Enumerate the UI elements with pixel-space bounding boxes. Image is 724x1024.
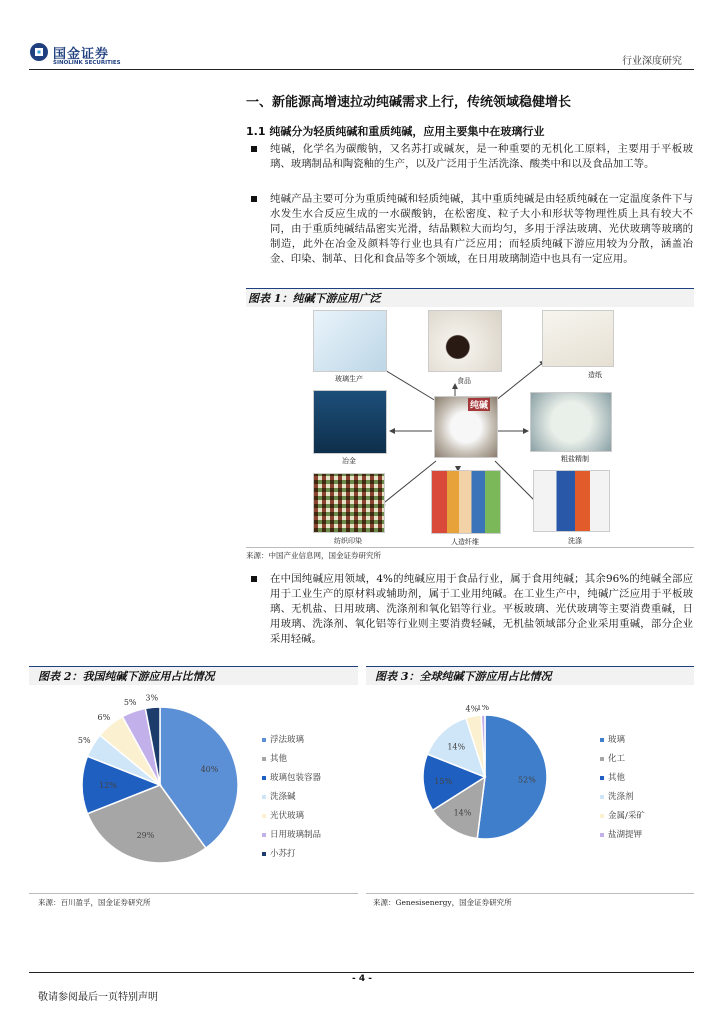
figure1-title: 图表 1：纯碱下游应用广泛 <box>248 292 381 305</box>
legend-label: 其他 <box>608 773 626 783</box>
legend-label: 玻璃 <box>608 735 626 745</box>
header-divider <box>29 69 694 70</box>
legend-label: 金属/采矿 <box>608 811 645 821</box>
pie-data-label-2-1: 29% <box>136 830 155 840</box>
pie-slice-3-0 <box>477 715 547 839</box>
synthetic-fiber-photo <box>431 470 501 534</box>
legend-swatch <box>262 833 266 837</box>
bullet-icon <box>251 576 257 582</box>
pie-data-label-2-4: 6% <box>97 713 111 723</box>
section-title: 一、新能源高增速拉动纯碱需求上行，传统领域稳健增长 <box>246 95 572 110</box>
sinolink-logo-icon <box>29 42 49 62</box>
footer-disclaimer-note: 敬请参阅最后一页特别声明 <box>38 992 158 1003</box>
figure3-source: 来源：Genesisenergy，国金证券研究所 <box>373 898 512 907</box>
pie-data-label-2-6: 3% <box>145 693 159 703</box>
bullet-icon <box>251 146 257 152</box>
legend-item-3-3 <box>600 790 645 802</box>
figure2-source-divider <box>29 893 358 894</box>
legend-item-2-3 <box>262 790 321 802</box>
legend-swatch <box>600 795 604 799</box>
paragraph-1: 纯碱，化学名为碳酸钠，又名苏打或碱灰，是一种重要的无机化工原料，主要用于平板玻璃、玻璃制品和陶瓷釉的生产，以及广泛用于生活洗涤、酸类中和以及食品加工等。 <box>270 143 693 170</box>
detergent-photo <box>533 470 610 532</box>
caption-detergent: 洗涤 <box>568 537 582 545</box>
legend-label: 光伏玻璃 <box>270 811 305 821</box>
figure1-source-divider <box>246 547 694 548</box>
legend-item-3-1 <box>600 752 645 764</box>
figure2-source: 来源：百川盈孚，国金证券研究所 <box>38 898 151 907</box>
caption-paper: 造纸 <box>588 371 602 379</box>
pie-data-label-3-0: 52% <box>518 775 536 785</box>
pie-data-label-3-2: 15% <box>434 776 453 786</box>
legend-item-3-5 <box>600 828 645 840</box>
legend-item-3-0 <box>600 733 645 745</box>
legend-swatch <box>600 738 604 742</box>
subsection-title: 1.1 纯碱分为轻质纯碱和重质纯碱，应用主要集中在玻璃行业 <box>246 125 545 138</box>
footer-divider <box>29 972 694 973</box>
page-number: - 4 - <box>352 974 372 984</box>
legend-label: 洗涤剂 <box>608 792 634 802</box>
legend-swatch <box>600 833 604 837</box>
legend-label: 日用玻璃制品 <box>270 830 322 840</box>
legend-swatch <box>262 852 266 856</box>
figure3-title: 图表 3：全球纯碱下游应用占比情况 <box>375 670 552 683</box>
figure3-source-divider <box>366 893 694 894</box>
figure1-source: 来源：中国产业信息网，国金证券研究所 <box>246 551 381 560</box>
figure2-legend <box>262 733 321 866</box>
legend-item-3-4 <box>600 809 645 821</box>
caption-salt: 粗盐精制 <box>561 455 589 463</box>
paragraph-2: 纯碱产品主要可分为重质纯碱和轻质纯碱，其中重质纯碱是由轻质纯碱在一定温度条件下与水发生水合反应生成的一水碳酸钠，在松密度、粒子大小和形状等物理性质上具有较大不同，由于重质纯碱结晶密实光滑，结晶颗粒大而均匀，多用于浮法玻璃、光伏玻璃等玻璃的制造，此外在冶金及颜料等行业也具有广泛应用；而轻质纯碱下游应用较为分散，涵盖冶金、印染、制革、日化和食品等多个领域，在日用玻璃制造中也具有一定应用。 <box>270 193 693 265</box>
legend-item-2-2 <box>262 771 321 783</box>
figure3-legend <box>600 733 645 847</box>
pie-data-label-2-0: 40% <box>200 764 219 774</box>
glass-bottles-photo <box>313 310 387 372</box>
legend-item-2-0 <box>262 733 321 745</box>
pie-data-label-2-3: 5% <box>77 736 91 746</box>
legend-swatch <box>600 814 604 818</box>
center-label: 纯碱 <box>468 398 490 411</box>
caption-glass: 玻璃生产 <box>335 375 363 383</box>
pie-data-label-3-3: 14% <box>447 742 466 752</box>
legend-swatch <box>600 776 604 780</box>
report-type-label: 行业深度研究 <box>622 56 682 67</box>
legend-label: 洗涤碱 <box>270 792 296 802</box>
legend-swatch <box>262 738 266 742</box>
salt-refining-photo <box>530 392 612 452</box>
legend-label: 盐湖提钾 <box>608 830 643 840</box>
paragraph-3: 在中国纯碱应用领域，4%的纯碱应用于食品行业，属于食用纯碱；其余96%的纯碱全部应用于工业生产的原材料或辅助剂，属于工业用纯碱。在工业生产中，纯碱广泛应用于平板玻璃、无机盐、日用玻璃、洗涤剂和氧化铝等行业。平板玻璃、光伏玻璃等主要消费重碱，日用玻璃、洗涤剂、氧化铝等行业则主要消费轻碱，无机盐领域部分企业采用重碱，部分企业采用轻碱。 <box>270 573 693 645</box>
legend-label: 其他 <box>270 754 288 764</box>
legend-item-2-5 <box>262 828 321 840</box>
pie-data-label-2-5: 5% <box>123 698 137 708</box>
legend-swatch <box>262 757 266 761</box>
legend-label: 小苏打 <box>270 849 296 859</box>
legend-label: 化工 <box>608 754 626 764</box>
pie-data-label-3-5: 1% <box>476 705 490 713</box>
caption-metallurgy: 冶金 <box>342 457 356 465</box>
pie-data-label-2-2: 12% <box>99 781 117 790</box>
pie-data-label-3-1: 14% <box>453 808 472 818</box>
figure2-pie-chart <box>60 690 260 880</box>
caption-fiber: 人造纤维 <box>451 538 479 546</box>
paper-photo <box>542 310 614 367</box>
legend-item-3-2 <box>600 771 645 783</box>
legend-swatch <box>262 795 266 799</box>
legend-item-2-4 <box>262 809 321 821</box>
food-photo <box>428 310 502 372</box>
metallurgy-photo <box>313 390 387 454</box>
caption-food: 食品 <box>457 377 471 385</box>
bullet-icon <box>251 196 257 202</box>
legend-label: 玻璃包装容器 <box>270 773 322 783</box>
figure3-pie-chart <box>400 705 570 865</box>
legend-item-2-1 <box>262 752 321 764</box>
logo-english-name: SINOLINK SECURITIES <box>53 60 121 66</box>
figure2-title: 图表 2：我国纯碱下游应用占比情况 <box>38 670 215 683</box>
caption-textile: 纺织印染 <box>334 537 362 545</box>
textile-photo <box>313 473 385 533</box>
pie-data-label-3-4: 4% <box>465 705 479 714</box>
logo-chinese-name: 国金证券 <box>53 47 110 62</box>
legend-label: 浮法玻璃 <box>270 735 305 745</box>
legend-item-2-6 <box>262 847 321 859</box>
legend-swatch <box>262 814 266 818</box>
legend-swatch <box>262 776 266 780</box>
legend-swatch <box>600 757 604 761</box>
